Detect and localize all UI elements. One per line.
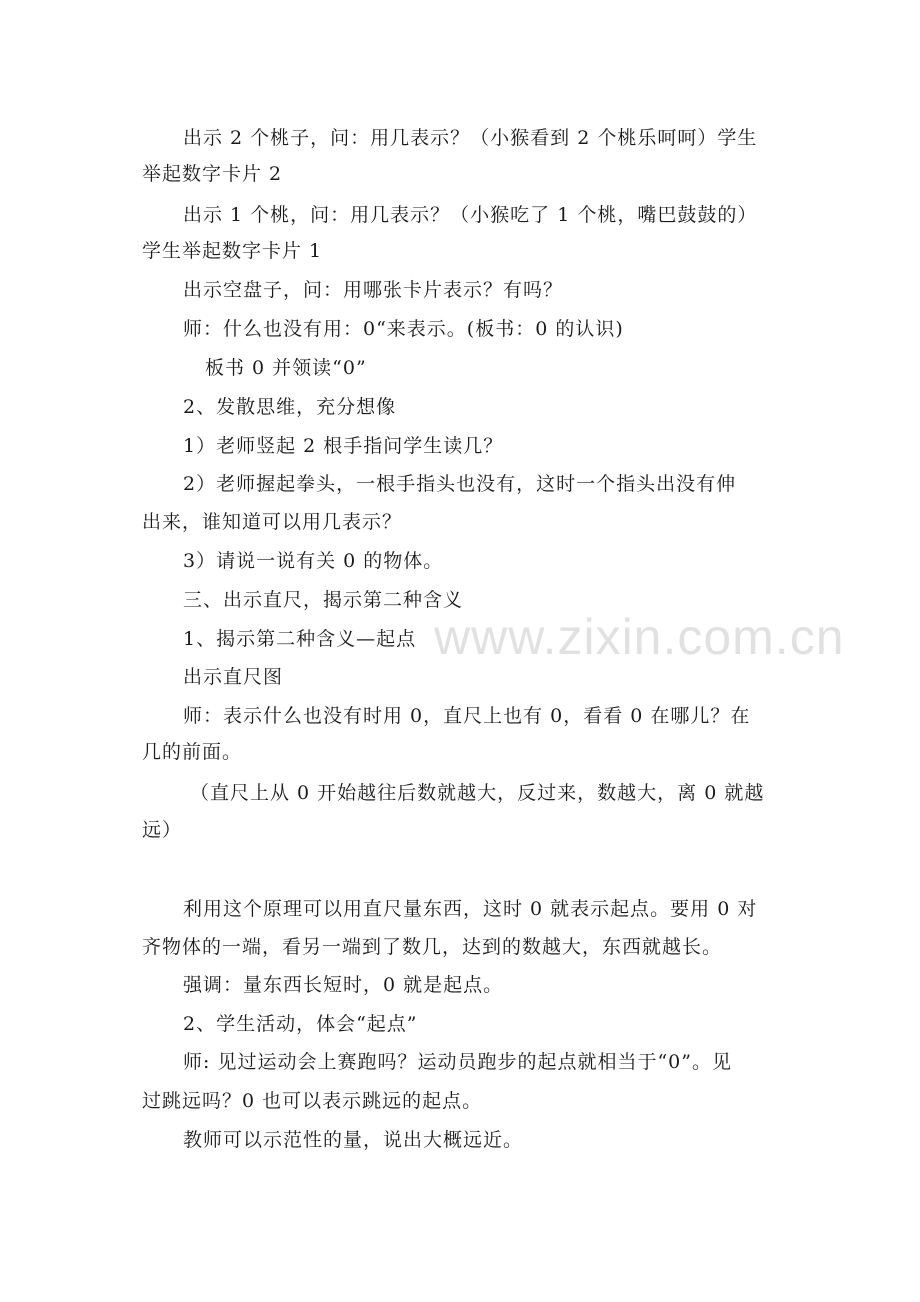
text-line: 出示 1 个桃，问：用几表示？（小猴吃了 1 个桃，嘴巴鼓鼓的） xyxy=(183,204,758,226)
text-line: 出示 2 个桃子，问：用几表示？（小猴看到 2 个桃乐呵呵）学生 xyxy=(183,127,758,149)
text-line: 出来，谁知道可以用几表示？ xyxy=(142,511,403,533)
text-line: 齐物体的一端，看另一端到了数几，达到的数越大，东西就越长。 xyxy=(142,936,723,958)
text-line: 1）老师竖起 2 根手指问学生读几？ xyxy=(183,435,504,457)
text-line: 师：什么也没有用：0“来表示。(板书：0 的认识) xyxy=(183,318,624,340)
text-line: 1、揭示第二种含义—起点 xyxy=(183,628,417,650)
text-line: 2、学生活动，体会“起点” xyxy=(183,1013,418,1035)
text-line: 三、出示直尺，揭示第二种含义 xyxy=(183,589,464,611)
text-line: 2）老师握起拳头，一根手指头也没有，这时一个指头出没有伸 xyxy=(183,473,737,495)
text-line: 师：表示什么也没有时用 0，直尺上也有 0，看看 0 在哪儿？在 xyxy=(183,705,751,727)
text-line: 几的前面。 xyxy=(142,741,243,763)
text-line: 利用这个原理可以用直尺量东西，这时 0 就表示起点。要用 0 对 xyxy=(183,898,758,920)
text-line: 举起数字卡片 2 xyxy=(142,163,283,185)
text-line: 出示空盘子，问：用哪张卡片表示？有吗？ xyxy=(183,279,564,301)
text-line: （直尺上从 0 开始越往后数就越大，反过来，数越大，离 0 就越 xyxy=(190,782,765,804)
text-line: 2、发散思维，充分想像 xyxy=(183,396,397,418)
text-line: 强调：量东西长短时，0 就是起点。 xyxy=(183,974,504,996)
text-line: 学生举起数字卡片 1 xyxy=(142,240,323,262)
text-line: 出示直尺图 xyxy=(183,666,284,688)
text-line: 教师可以示范性的量，说出大概远近。 xyxy=(183,1129,524,1151)
text-line: 3）请说一说有关 0 的物体。 xyxy=(183,550,444,572)
text-line: 远） xyxy=(142,819,183,841)
text-line: 过跳远吗？0 也可以表示跳远的起点。 xyxy=(142,1090,483,1112)
text-line: 板书 0 并领读“0” xyxy=(205,357,367,379)
watermark: www.zixin.com.cn xyxy=(434,609,845,665)
text-line: 师: 见过运动会上赛跑吗？运动员跑步的起点就相当于“0”。见 xyxy=(183,1051,732,1073)
